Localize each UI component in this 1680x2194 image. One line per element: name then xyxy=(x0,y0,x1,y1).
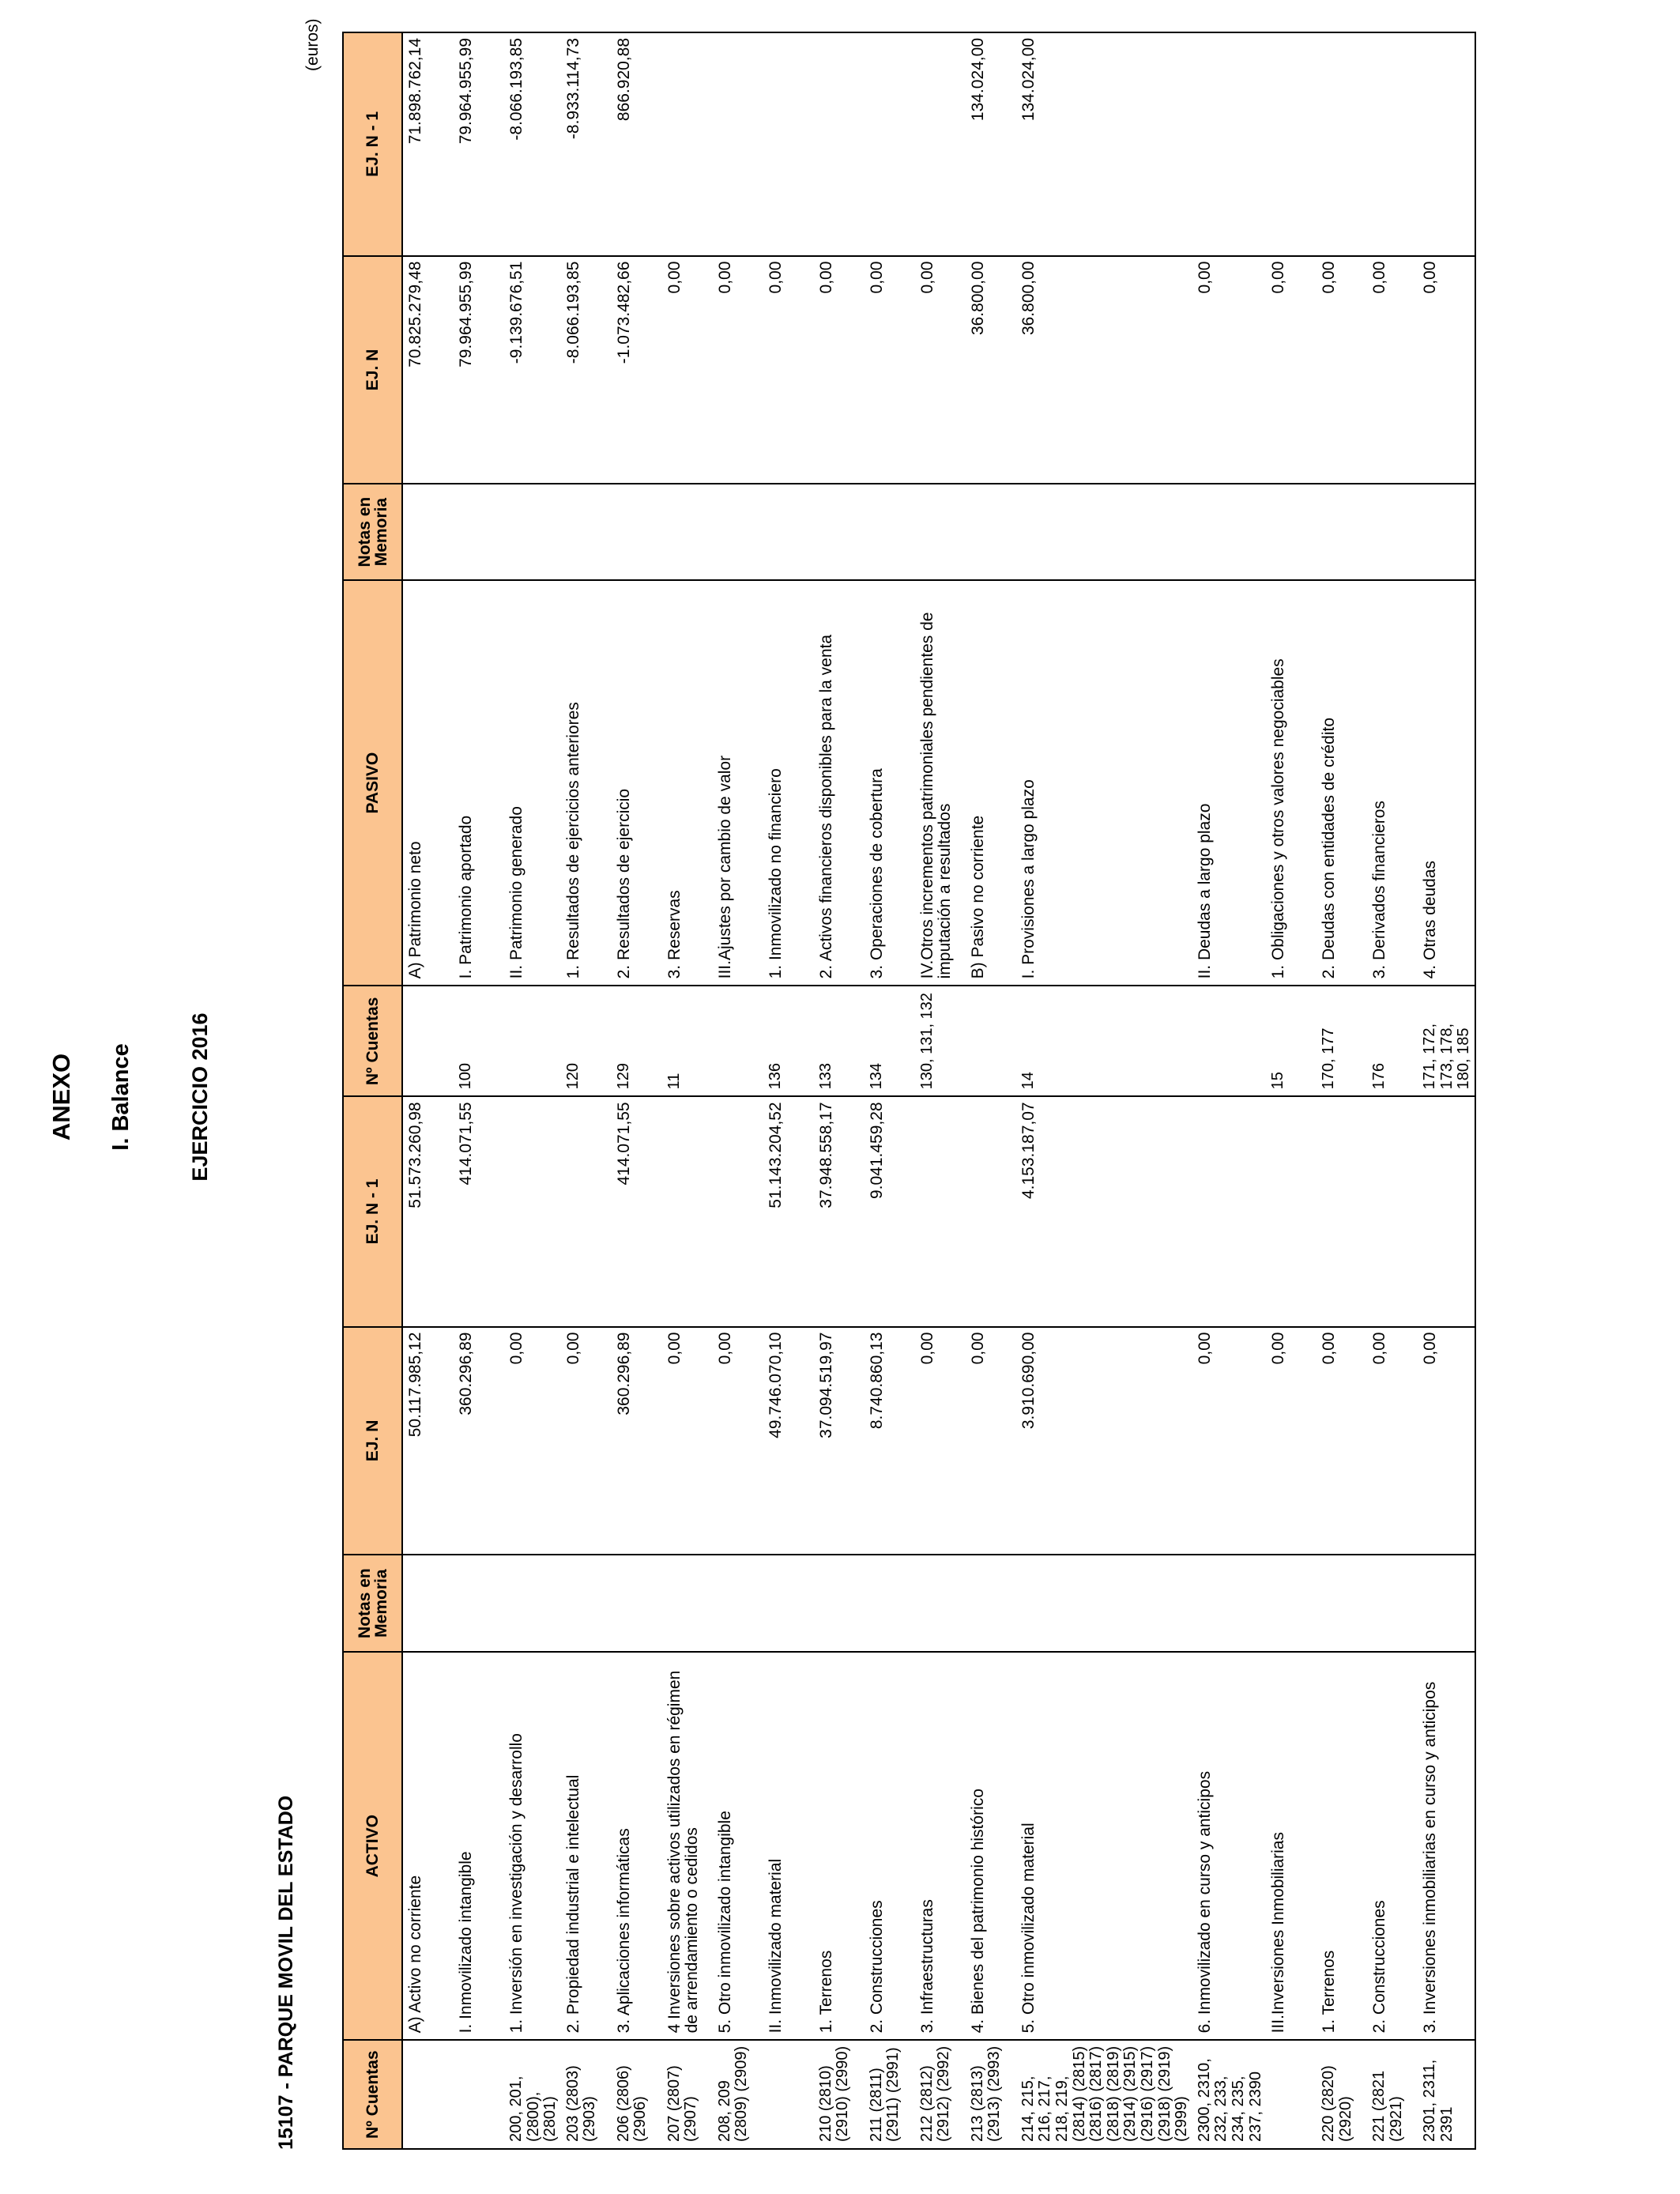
pasivo-accounts-cell: 171, 172, 173, 178, 180, 185 xyxy=(1418,986,1475,1096)
annex-title: ANEXO xyxy=(47,1053,75,1141)
activo-ej-n1-cell xyxy=(1418,1096,1475,1326)
activo-notes-cell xyxy=(814,1555,864,1652)
activo-ej-n-cell: 3.910.690,00 xyxy=(1016,1327,1192,1555)
pasivo-notes-cell xyxy=(1317,484,1367,580)
pasivo-label-cell: IV.Otros incrementos patrimoniales pendientes de imputación a resultados xyxy=(915,580,966,986)
activo-notes-cell xyxy=(1317,1555,1367,1652)
activo-ej-n-cell: 0,00 xyxy=(915,1327,966,1555)
pasivo-notes-cell xyxy=(1192,484,1266,580)
pasivo-accounts-cell: 170, 177 xyxy=(1317,986,1367,1096)
activo-label-cell: III.Inversiones Inmobiliarias xyxy=(1266,1652,1317,2040)
pasivo-ej-n1-cell: -8.933.114,73 xyxy=(561,32,612,256)
activo-accounts-cell: 213 (2813) (2913) (2993) xyxy=(966,2040,1016,2149)
pasivo-accounts-cell: 15 xyxy=(1266,986,1317,1096)
activo-ej-n-cell: 8.740.860,13 xyxy=(864,1327,915,1555)
pasivo-ej-n1-cell: 866.920,88 xyxy=(612,32,662,256)
pasivo-ej-n-cell: -9.139.676,51 xyxy=(504,256,561,484)
pasivo-accounts-cell: 130, 131, 132 xyxy=(915,986,966,1096)
table-row xyxy=(713,32,763,2149)
activo-ej-n1-cell: 51.573.260,98 xyxy=(402,1096,454,1326)
pasivo-label-cell: 1. Obligaciones y otros valores negociables xyxy=(1266,580,1317,986)
activo-label-cell: 1. Terrenos xyxy=(1317,1652,1367,2040)
pasivo-notes-cell xyxy=(763,484,814,580)
activo-label-cell: 5. Otro inmovilizado intangible xyxy=(713,1652,763,2040)
activo-ej-n-cell: 0,00 xyxy=(713,1327,763,1555)
activo-ej-n1-cell xyxy=(1317,1096,1367,1326)
pasivo-notes-cell xyxy=(1418,484,1475,580)
table-row xyxy=(1016,32,1192,2149)
pasivo-ej-n1-cell xyxy=(915,32,966,256)
activo-ej-n1-cell: 51.143.204,52 xyxy=(763,1096,814,1326)
activo-accounts-cell: 2301, 2311, 2391 xyxy=(1418,2040,1475,2149)
pasivo-notes-cell xyxy=(1266,484,1317,580)
table-row xyxy=(402,32,454,2149)
activo-ej-n1-cell: 4.153.187,07 xyxy=(1016,1096,1192,1326)
pasivo-accounts-cell xyxy=(966,986,1016,1096)
activo-ej-n1-cell xyxy=(1266,1096,1317,1326)
pasivo-notes-cell xyxy=(864,484,915,580)
activo-ej-n-cell: 0,00 xyxy=(561,1327,612,1555)
table-row xyxy=(504,32,561,2149)
pasivo-ej-n1-cell: -8.066.193,85 xyxy=(504,32,561,256)
activo-notes-cell xyxy=(763,1555,814,1652)
pasivo-notes-cell xyxy=(662,484,713,580)
pasivo-label-cell: III.Ajustes por cambio de valor xyxy=(713,580,763,986)
activo-label-cell: A) Activo no corriente xyxy=(402,1652,454,2040)
activo-ej-n-cell: 0,00 xyxy=(1418,1327,1475,1555)
table-row xyxy=(1367,32,1418,2149)
pasivo-ej-n-cell: 0,00 xyxy=(1266,256,1317,484)
pasivo-label-cell: A) Patrimonio neto xyxy=(402,580,454,986)
activo-ej-n1-cell xyxy=(504,1096,561,1326)
activo-ej-n-cell: 360.296,89 xyxy=(612,1327,662,1555)
header-activo-notes: Notas en Memoria xyxy=(343,1555,402,1652)
pasivo-notes-cell xyxy=(561,484,612,580)
pasivo-label-cell: 3. Reservas xyxy=(662,580,713,986)
pasivo-label-cell: I. Provisiones a largo plazo xyxy=(1016,580,1192,986)
activo-accounts-cell: 208, 209 (2809) (2909) xyxy=(713,2040,763,2149)
activo-label-cell: 2. Construcciones xyxy=(864,1652,915,2040)
activo-label-cell: 4. Bienes del patrimonio histórico xyxy=(966,1652,1016,2040)
activo-notes-cell xyxy=(1367,1555,1418,1652)
header-pasivo-ej-n1: EJ. N - 1 xyxy=(343,32,402,256)
pasivo-notes-cell xyxy=(1367,484,1418,580)
pasivo-accounts-cell: 129 xyxy=(612,986,662,1096)
activo-notes-cell xyxy=(1418,1555,1475,1652)
activo-ej-n-cell: 0,00 xyxy=(1266,1327,1317,1555)
activo-label-cell: 1. Inversión en investigación y desarrollo xyxy=(504,1652,561,2040)
pasivo-ej-n-cell: -8.066.193,85 xyxy=(561,256,612,484)
activo-accounts-cell: 210 (2810) (2910) (2990) xyxy=(814,2040,864,2149)
pasivo-ej-n-cell: 0,00 xyxy=(662,256,713,484)
pasivo-ej-n-cell: 0,00 xyxy=(1418,256,1475,484)
activo-notes-cell xyxy=(561,1555,612,1652)
table-row xyxy=(1192,32,1266,2149)
table-row xyxy=(864,32,915,2149)
activo-accounts-cell: 206 (2806) (2906) xyxy=(612,2040,662,2149)
pasivo-label-cell: I. Patrimonio aportado xyxy=(454,580,504,986)
activo-ej-n-cell: 360.296,89 xyxy=(454,1327,504,1555)
activo-label-cell: I. Inmovilizado intangible xyxy=(454,1652,504,2040)
pasivo-label-cell: 2. Deudas con entidades de crédito xyxy=(1317,580,1367,986)
activo-notes-cell xyxy=(662,1555,713,1652)
pasivo-label-cell: 1. Inmovilizado no financiero xyxy=(763,580,814,986)
pasivo-ej-n-cell: 0,00 xyxy=(864,256,915,484)
header-pasivo-notes: Notas en Memoria xyxy=(343,484,402,580)
table-row xyxy=(966,32,1016,2149)
activo-notes-cell xyxy=(1266,1555,1317,1652)
currency-unit: (euros) xyxy=(303,18,322,71)
header-activo-accounts: Nº Cuentas xyxy=(343,2040,402,2149)
pasivo-notes-cell xyxy=(454,484,504,580)
activo-ej-n1-cell xyxy=(1192,1096,1266,1326)
pasivo-label-cell: B) Pasivo no corriente xyxy=(966,580,1016,986)
activo-label-cell: 3. Infraestructuras xyxy=(915,1652,966,2040)
table-row xyxy=(561,32,612,2149)
pasivo-ej-n1-cell: 134.024,00 xyxy=(1016,32,1192,256)
pasivo-notes-cell xyxy=(402,484,454,580)
activo-accounts-cell xyxy=(402,2040,454,2149)
pasivo-ej-n1-cell xyxy=(814,32,864,256)
section-title: I. Balance xyxy=(108,1043,134,1151)
pasivo-notes-cell xyxy=(713,484,763,580)
header-pasivo: PASIVO xyxy=(343,580,402,986)
entity-name: 15107 - PARQUE MOVIL DEL ESTADO xyxy=(275,1795,297,2150)
activo-notes-cell xyxy=(402,1555,454,1652)
activo-ej-n-cell: 37.094.519,97 xyxy=(814,1327,864,1555)
header-pasivo-ej-n: EJ. N xyxy=(343,256,402,484)
activo-label-cell: 1. Terrenos xyxy=(814,1652,864,2040)
activo-label-cell: 3. Inversiones inmobiliarias en curso y anticipos xyxy=(1418,1652,1475,2040)
pasivo-notes-cell xyxy=(504,484,561,580)
pasivo-label-cell: 2. Activos financieros disponibles para la venta xyxy=(814,580,864,986)
activo-ej-n-cell: 0,00 xyxy=(662,1327,713,1555)
activo-accounts-cell xyxy=(454,2040,504,2149)
pasivo-label-cell: 3. Operaciones de cobertura xyxy=(864,580,915,986)
pasivo-ej-n1-cell xyxy=(1317,32,1367,256)
pasivo-ej-n-cell: 0,00 xyxy=(713,256,763,484)
table-row xyxy=(454,32,504,2149)
pasivo-notes-cell xyxy=(915,484,966,580)
pasivo-accounts-cell xyxy=(713,986,763,1096)
activo-label-cell: 2. Propiedad industrial e intelectual xyxy=(561,1652,612,2040)
table-row xyxy=(1266,32,1317,2149)
activo-notes-cell xyxy=(713,1555,763,1652)
activo-accounts-cell: 212 (2812) (2912) (2992) xyxy=(915,2040,966,2149)
activo-accounts-cell: 211 (2811) (2911) (2991) xyxy=(864,2040,915,2149)
pasivo-ej-n1-cell xyxy=(713,32,763,256)
pasivo-ej-n1-cell: 71.898.762,14 xyxy=(402,32,454,256)
pasivo-accounts-cell: 133 xyxy=(814,986,864,1096)
activo-ej-n1-cell xyxy=(966,1096,1016,1326)
activo-ej-n-cell: 49.746.070,10 xyxy=(763,1327,814,1555)
pasivo-label-cell: 2. Resultados de ejercicio xyxy=(612,580,662,986)
pasivo-accounts-cell: 136 xyxy=(763,986,814,1096)
header-activo-ej-n: EJ. N xyxy=(343,1327,402,1555)
activo-label-cell: 4 Inversiones sobre activos utilizados en régimen de arrendamiento o cedidos xyxy=(662,1652,713,2040)
balance-table xyxy=(342,32,1476,2150)
activo-ej-n1-cell xyxy=(1367,1096,1418,1326)
activo-accounts-cell: 214, 215, 216, 217, 218, 219, (2814) (2815) (2816) (2817) (2818) (2819) (2914) (2915) (2916) (2917) (2918) (2919) (2999) xyxy=(1016,2040,1192,2149)
pasivo-notes-cell xyxy=(612,484,662,580)
activo-ej-n1-cell xyxy=(662,1096,713,1326)
pasivo-ej-n1-cell xyxy=(1266,32,1317,256)
activo-notes-cell xyxy=(1016,1555,1192,1652)
activo-notes-cell xyxy=(915,1555,966,1652)
activo-accounts-cell xyxy=(1266,2040,1317,2149)
activo-notes-cell xyxy=(966,1555,1016,1652)
pasivo-label-cell: II. Patrimonio generado xyxy=(504,580,561,986)
pasivo-notes-cell xyxy=(814,484,864,580)
activo-label-cell: 2. Construcciones xyxy=(1367,1652,1418,2040)
activo-ej-n-cell: 50.117.985,12 xyxy=(402,1327,454,1555)
pasivo-accounts-cell: 120 xyxy=(561,986,612,1096)
table-header-row xyxy=(343,32,402,2149)
pasivo-label-cell: 4. Otras deudas xyxy=(1418,580,1475,986)
pasivo-ej-n-cell: 0,00 xyxy=(814,256,864,484)
activo-ej-n-cell: 0,00 xyxy=(1367,1327,1418,1555)
activo-ej-n1-cell xyxy=(713,1096,763,1326)
activo-ej-n1-cell: 414.071,55 xyxy=(612,1096,662,1326)
activo-notes-cell xyxy=(1192,1555,1266,1652)
header-activo-ej-n1: EJ. N - 1 xyxy=(343,1096,402,1326)
header-pasivo-accounts: Nº Cuentas xyxy=(343,986,402,1096)
pasivo-ej-n-cell: 0,00 xyxy=(1317,256,1367,484)
pasivo-ej-n1-cell xyxy=(864,32,915,256)
activo-ej-n1-cell: 9.041.459,28 xyxy=(864,1096,915,1326)
pasivo-accounts-cell: 100 xyxy=(454,986,504,1096)
pasivo-ej-n-cell: 36.800,00 xyxy=(966,256,1016,484)
pasivo-ej-n-cell: 79.964.955,99 xyxy=(454,256,504,484)
pasivo-ej-n-cell: 0,00 xyxy=(763,256,814,484)
pasivo-accounts-cell xyxy=(1192,986,1266,1096)
pasivo-ej-n1-cell xyxy=(1418,32,1475,256)
pasivo-ej-n1-cell xyxy=(662,32,713,256)
activo-ej-n1-cell: 37.948.558,17 xyxy=(814,1096,864,1326)
activo-ej-n-cell: 0,00 xyxy=(966,1327,1016,1555)
activo-label-cell: 6. Inmovilizado en curso y anticipos xyxy=(1192,1652,1266,2040)
exercise-title: EJERCICIO 2016 xyxy=(188,1012,212,1182)
activo-label-cell: 3. Aplicaciones informáticas xyxy=(612,1652,662,2040)
table-row xyxy=(763,32,814,2149)
pasivo-ej-n1-cell: 79.964.955,99 xyxy=(454,32,504,256)
activo-accounts-cell: 221 (2821 (2921) xyxy=(1367,2040,1418,2149)
pasivo-accounts-cell xyxy=(402,986,454,1096)
table-row xyxy=(915,32,966,2149)
pasivo-ej-n-cell: 70.825.279,48 xyxy=(402,256,454,484)
pasivo-accounts-cell: 14 xyxy=(1016,986,1192,1096)
activo-label-cell: 5. Otro inmovilizado material xyxy=(1016,1652,1192,2040)
activo-accounts-cell: 207 (2807) (2907) xyxy=(662,2040,713,2149)
activo-notes-cell xyxy=(504,1555,561,1652)
pasivo-notes-cell xyxy=(966,484,1016,580)
table-row xyxy=(1317,32,1367,2149)
pasivo-ej-n1-cell xyxy=(1367,32,1418,256)
activo-ej-n1-cell xyxy=(915,1096,966,1326)
pasivo-ej-n1-cell xyxy=(763,32,814,256)
pasivo-label-cell: 3. Derivados financieros xyxy=(1367,580,1418,986)
pasivo-label-cell: 1. Resultados de ejercicios anteriores xyxy=(561,580,612,986)
activo-ej-n-cell: 0,00 xyxy=(1192,1327,1266,1555)
pasivo-ej-n1-cell: 134.024,00 xyxy=(966,32,1016,256)
activo-ej-n1-cell xyxy=(561,1096,612,1326)
activo-notes-cell xyxy=(612,1555,662,1652)
activo-accounts-cell xyxy=(763,2040,814,2149)
table-row xyxy=(1418,32,1475,2149)
activo-notes-cell xyxy=(454,1555,504,1652)
pasivo-ej-n-cell: 36.800,00 xyxy=(1016,256,1192,484)
activo-accounts-cell: 200, 201, (2800), (2801) xyxy=(504,2040,561,2149)
activo-notes-cell xyxy=(864,1555,915,1652)
activo-ej-n-cell: 0,00 xyxy=(504,1327,561,1555)
activo-accounts-cell: 2300, 2310, 232, 233, 234, 235, 237, 2390 xyxy=(1192,2040,1266,2149)
pasivo-accounts-cell: 11 xyxy=(662,986,713,1096)
pasivo-ej-n-cell: -1.073.482,66 xyxy=(612,256,662,484)
pasivo-notes-cell xyxy=(1016,484,1192,580)
activo-ej-n-cell: 0,00 xyxy=(1317,1327,1367,1555)
pasivo-ej-n1-cell xyxy=(1192,32,1266,256)
table-row xyxy=(612,32,662,2149)
pasivo-ej-n-cell: 0,00 xyxy=(1192,256,1266,484)
activo-label-cell: II. Inmovilizado material xyxy=(763,1652,814,2040)
activo-accounts-cell: 220 (2820) (2920) xyxy=(1317,2040,1367,2149)
activo-accounts-cell: 203 (2803) (2903) xyxy=(561,2040,612,2149)
pasivo-ej-n-cell: 0,00 xyxy=(915,256,966,484)
pasivo-accounts-cell: 176 xyxy=(1367,986,1418,1096)
table-row xyxy=(662,32,713,2149)
pasivo-label-cell: II. Deudas a largo plazo xyxy=(1192,580,1266,986)
table-row xyxy=(814,32,864,2149)
pasivo-accounts-cell xyxy=(504,986,561,1096)
pasivo-ej-n-cell: 0,00 xyxy=(1367,256,1418,484)
pasivo-accounts-cell: 134 xyxy=(864,986,915,1096)
activo-ej-n1-cell: 414.071,55 xyxy=(454,1096,504,1326)
header-activo: ACTIVO xyxy=(343,1652,402,2040)
